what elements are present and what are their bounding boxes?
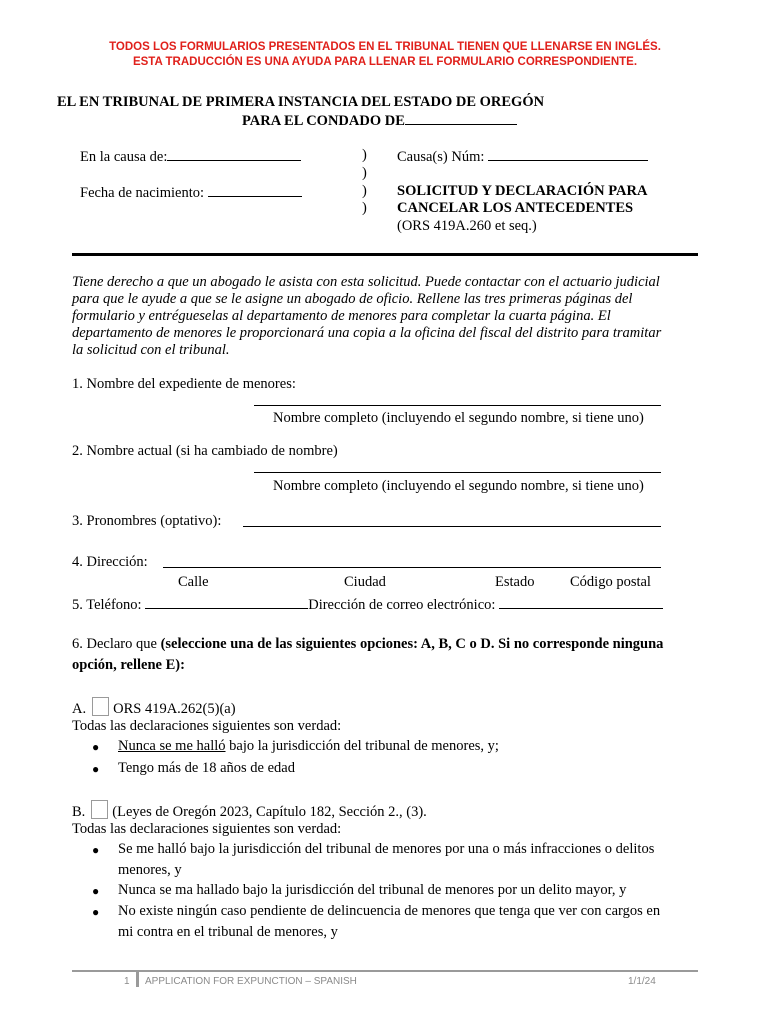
option-b-bullet1-cont: menores, y <box>118 862 182 878</box>
state-hint: Estado <box>495 574 535 590</box>
current-name-blank[interactable] <box>254 472 661 473</box>
dob-row <box>80 183 302 202</box>
option-a-bullet1-rest: bajo la jurisdicción del tribunal de menores, y; <box>225 738 499 754</box>
bullet-icon: ● <box>92 843 100 857</box>
bullet-icon: ● <box>92 740 100 754</box>
intro-line: departamento de menores le proporcionará una copia a la oficina del fiscal del distrito para tramitar <box>72 325 662 341</box>
warning-banner-line1: TODOS LOS FORMULARIOS PRESENTADOS EN EL TRIBUNAL TIENEN QUE LLENARSE EN INGLÉS. <box>109 41 661 53</box>
case-number-blank[interactable] <box>488 147 648 161</box>
option-a-bullet1-underlined: Nunca se me halló <box>118 738 226 754</box>
phone-row <box>72 595 663 614</box>
case-of-row <box>80 147 301 166</box>
option-b-row <box>72 800 427 821</box>
case-of-label: En la causa de: <box>80 149 168 165</box>
option-a-letter: A. <box>72 701 87 717</box>
current-name-label: 2. Nombre actual (si ha cambiado de nombre) <box>72 443 338 459</box>
form-title-line2: CANCELAR LOS ANTECEDENTES <box>397 200 634 216</box>
footer-page-number: 1 <box>124 976 130 987</box>
footer-title: APPLICATION FOR EXPUNCTION – SPANISH <box>145 976 357 987</box>
option-b-checkbox[interactable] <box>91 800 108 819</box>
street-hint: Calle <box>178 574 209 590</box>
phone-label: 5. Teléfono: <box>72 597 142 613</box>
declare-instruction: (seleccione una de las siguientes opciones: A, B, C o D. Si no corresponde ninguna <box>160 636 664 652</box>
bullet-icon: ● <box>92 762 100 776</box>
intro-line: la solicitud con el tribunal. <box>72 342 230 358</box>
email-label: Dirección de correo electrónico: <box>308 597 496 613</box>
email-blank[interactable] <box>499 595 663 609</box>
court-heading: EL EN TRIBUNAL DE PRIMERA INSTANCIA DEL ESTADO DE OREGÓN <box>57 94 545 110</box>
county-label: PARA EL CONDADO DE <box>242 113 405 129</box>
warning-banner-line2: ESTA TRADUCCIÓN ES UNA AYUDA PARA LLENAR EL FORMULARIO CORRESPONDIENTE. <box>132 56 638 68</box>
declare-line1 <box>72 636 663 653</box>
caption-paren: ) <box>362 200 367 216</box>
option-b-bullet3-cont: mi contra en el tribunal de menores, y <box>118 924 338 940</box>
county-heading <box>242 111 517 130</box>
caption-paren: ) <box>362 183 367 199</box>
option-a-checkbox[interactable] <box>92 697 109 716</box>
option-b-label: (Leyes de Oregón 2023, Capítulo 182, Sección 2., (3). <box>112 804 427 820</box>
declare-lead: 6. Declaro que <box>72 636 161 652</box>
bullet-icon: ● <box>92 905 100 919</box>
caption-paren: ) <box>362 165 367 181</box>
case-of-blank[interactable] <box>167 147 301 161</box>
option-b-bullet1: Se me halló bajo la jurisdicción del tribunal de menores por una o más infracciones o delitos <box>118 841 655 857</box>
declare-line2: opción, rellene E): <box>72 657 185 673</box>
intro-line: formulario y entrégueselas al departamento de menores para completar la cuarta página. El <box>72 308 611 324</box>
option-a-bullet2: Tengo más de 18 años de edad <box>118 760 295 776</box>
pronouns-label: 3. Pronombres (optativo): <box>72 513 222 529</box>
intro-line: para que le ayude a que se le asigne un abogado de oficio. Rellene las tres primeras páginas del <box>72 291 633 307</box>
bullet-icon: ● <box>92 884 100 898</box>
case-number-label: Causa(s) Núm: <box>397 149 485 165</box>
dob-blank[interactable] <box>208 183 302 197</box>
city-hint: Ciudad <box>344 574 386 590</box>
option-b-intro: Todas las declaraciones siguientes son verdad: <box>72 821 342 837</box>
address-blank[interactable] <box>163 567 661 568</box>
option-a-bullet1 <box>118 738 499 755</box>
footer-rule <box>72 970 698 972</box>
option-a-intro: Todas las declaraciones siguientes son verdad: <box>72 718 342 734</box>
footer-separator <box>136 972 139 987</box>
juvenile-record-name-blank[interactable] <box>254 405 661 406</box>
dob-label: Fecha de nacimiento: <box>80 185 205 201</box>
option-b-letter: B. <box>72 804 86 820</box>
juvenile-record-name-label: 1. Nombre del expediente de menores: <box>72 376 296 392</box>
full-name-hint: Nombre completo (incluyendo el segundo nombre, si tiene uno) <box>273 410 644 426</box>
option-a-row <box>72 697 236 718</box>
form-statute: (ORS 419A.260 et seq.) <box>397 218 537 234</box>
zip-hint: Código postal <box>570 574 651 590</box>
caption-paren: ) <box>362 147 367 163</box>
option-b-bullet3: No existe ningún caso pendiente de delincuencia de menores que tenga que ver con cargos en <box>118 903 661 919</box>
footer-date: 1/1/24 <box>628 976 656 987</box>
caption-divider <box>72 253 698 256</box>
full-name-hint: Nombre completo (incluyendo el segundo nombre, si tiene uno) <box>273 478 644 494</box>
intro-line: Tiene derecho a que un abogado le asista con esta solicitud. Puede contactar con el actuario judicial <box>72 274 660 290</box>
county-blank[interactable] <box>405 111 517 125</box>
case-number-row <box>397 147 648 166</box>
option-b-bullet2: Nunca se ma hallado bajo la jurisdicción del tribunal de menores por un delito mayor, y <box>118 882 627 898</box>
phone-blank[interactable] <box>145 595 308 609</box>
address-label: 4. Dirección: <box>72 554 148 570</box>
option-a-label: ORS 419A.262(5)(a) <box>113 701 236 717</box>
pronouns-blank[interactable] <box>243 526 661 527</box>
form-title-line1: SOLICITUD Y DECLARACIÓN PARA <box>397 183 648 199</box>
